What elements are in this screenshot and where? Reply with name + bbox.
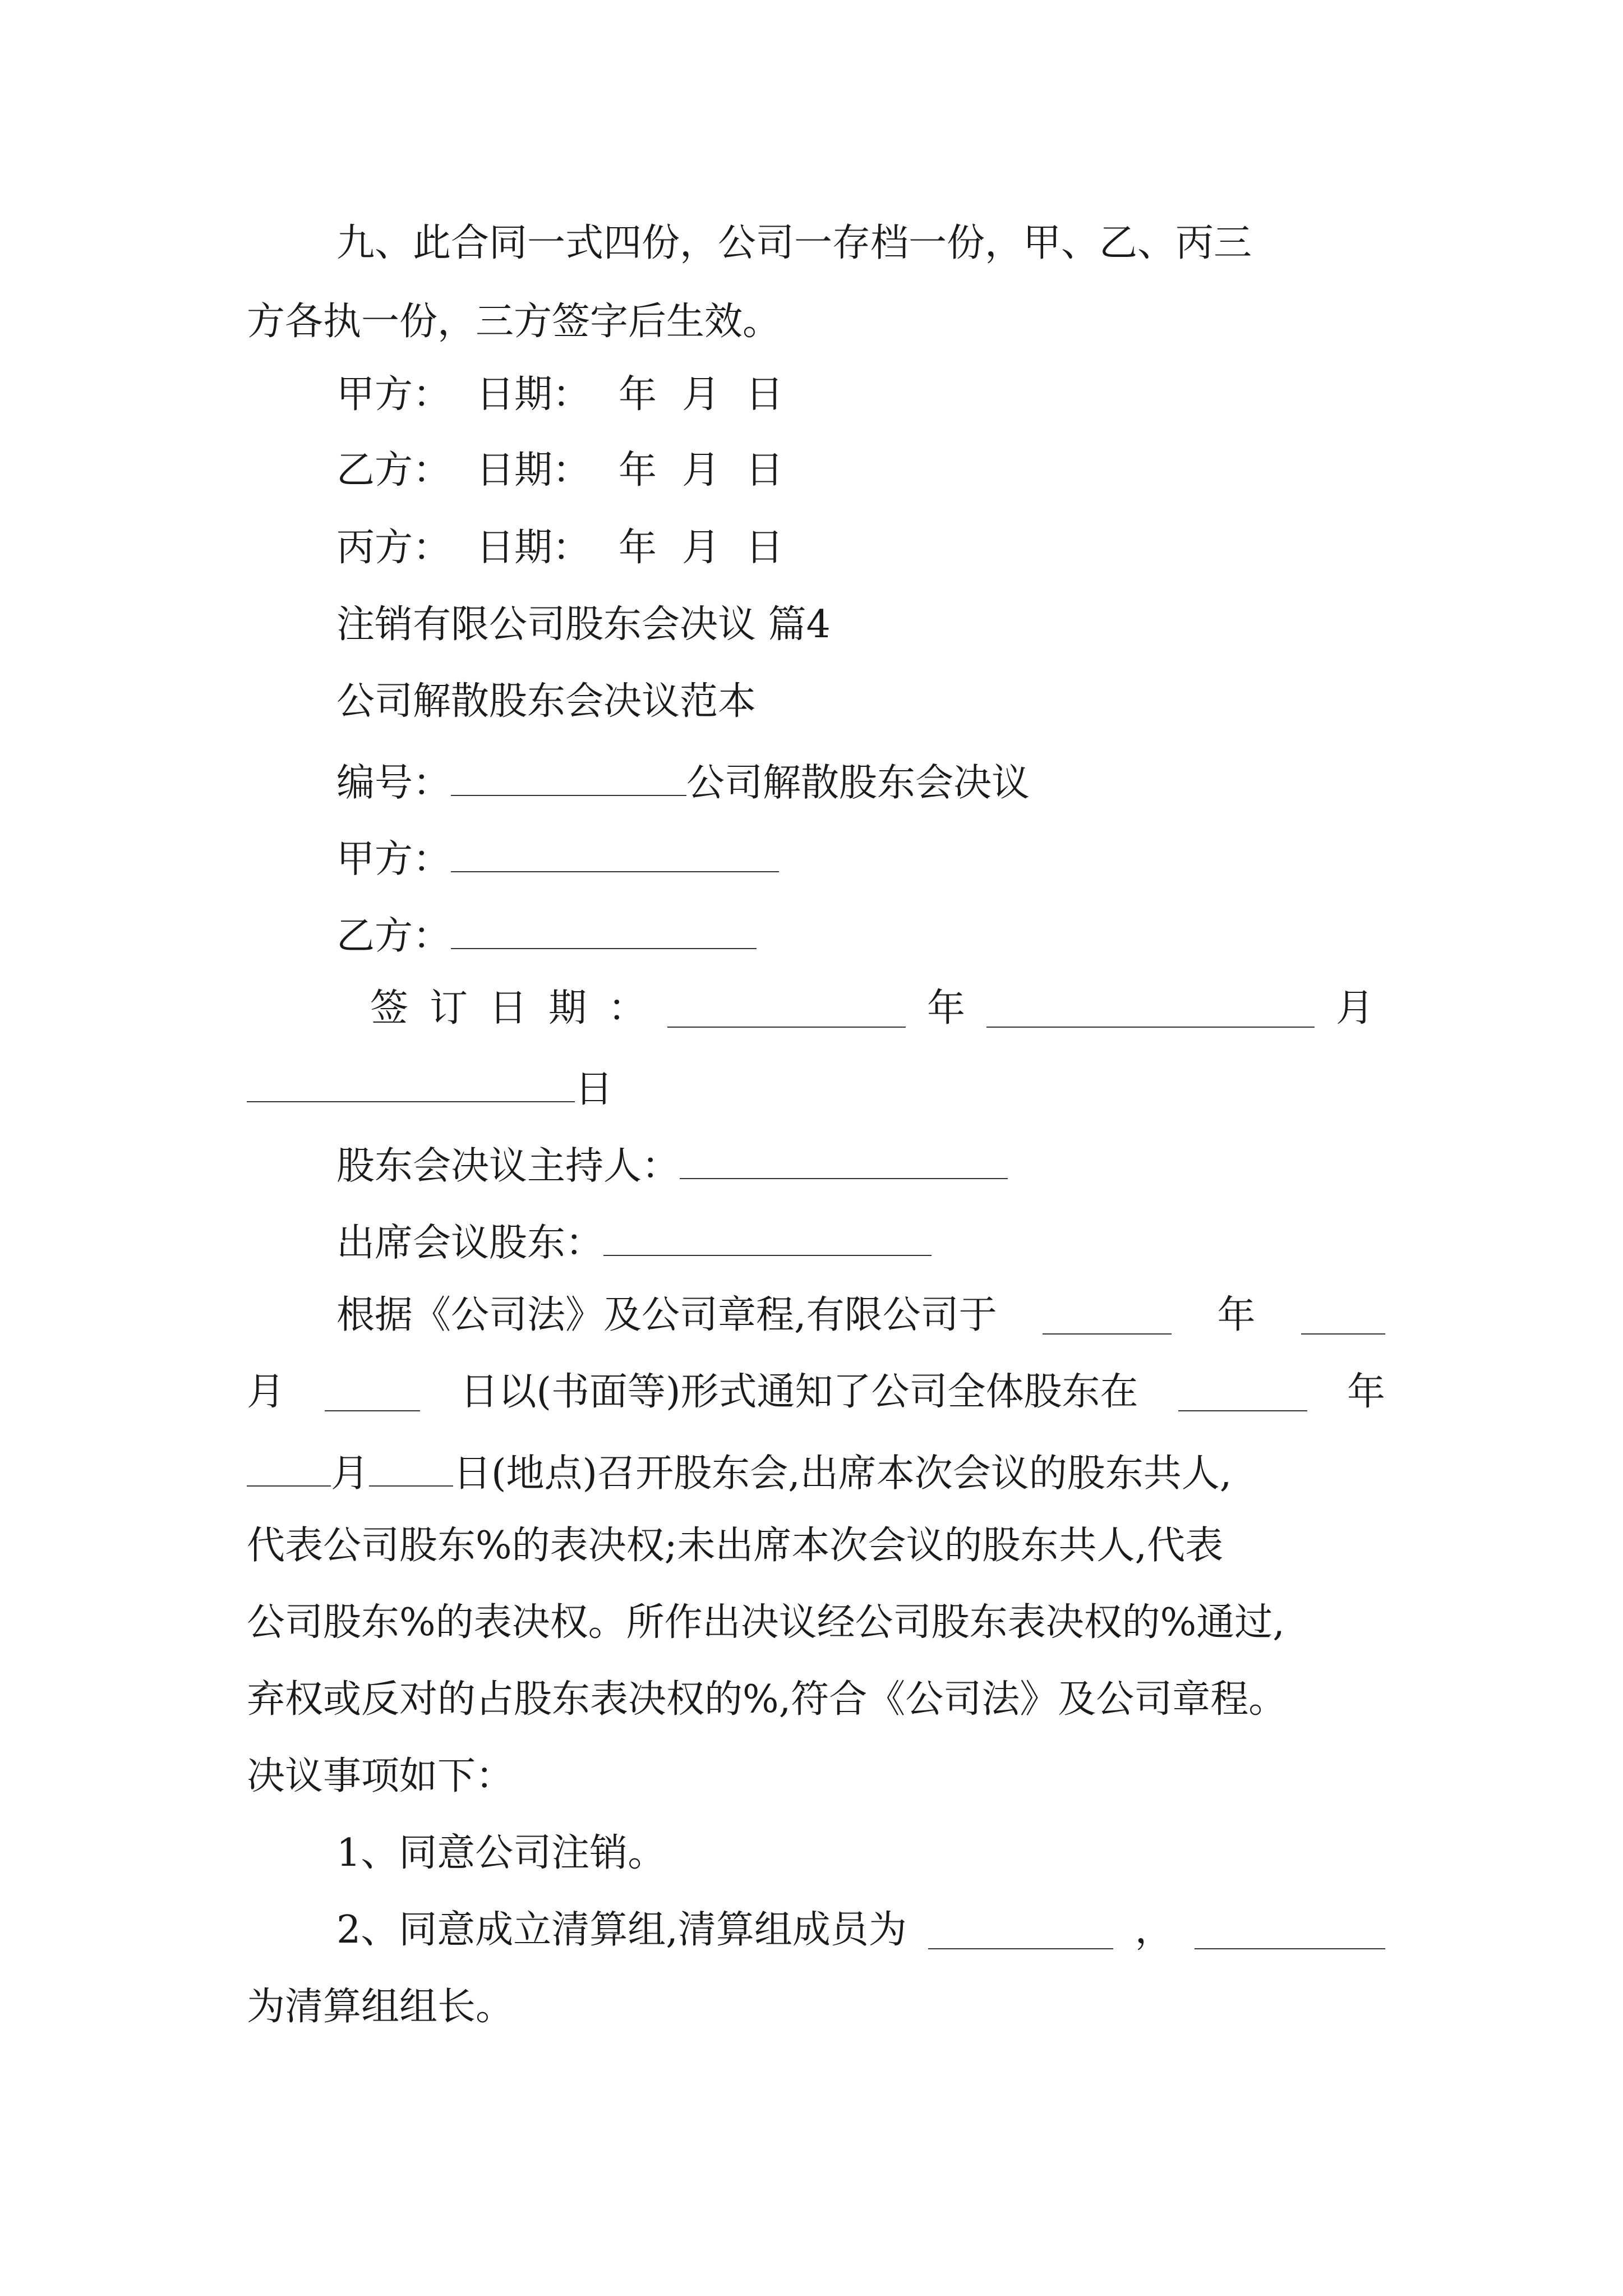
sign-date-char: 订 [430,986,468,1030]
sign-year-blank [667,991,906,1028]
body-text: 年 [1217,1293,1256,1337]
date-label: 日期： [476,526,591,570]
day-label: 日 [745,448,784,493]
host-line [336,1143,1008,1189]
number-label: 编号： [336,761,451,806]
resolution-item-2-line2: 为清算组组长。 [247,1985,514,2029]
liquidation-members-blank [928,1913,1113,1949]
date-label: 日期： [476,448,591,493]
host-label: 股东会决议主持人： [336,1144,680,1189]
body-text: 日以(书面等)形式通知了公司全体股东在 [460,1370,1138,1414]
month-label: 月 [682,526,721,570]
date-label: 日期： [476,372,591,417]
body-text: ， [1135,1908,1173,1952]
year-label: 年 [619,448,657,493]
resolution-item-2-line1 [336,1908,1385,1952]
attendees-blank [603,1220,932,1256]
resolution-item-1: 1、同意公司注销。 [336,1831,666,1875]
sign-date-char: 签 [370,986,409,1030]
party-label: 丙方： [336,526,451,570]
party-b-blank [451,913,757,949]
liquidation-leader-blank [1195,1913,1385,1949]
day-label: 日 [745,526,784,570]
body-text: 根据《公司法》及公司章程,有限公司于 [336,1293,997,1337]
body-line-3 [247,1450,1232,1496]
sign-day-blank [247,1066,575,1102]
party-a-line [336,836,779,882]
meeting-notice-day-blank [325,1375,420,1411]
doc-title: 公司解散股东会决议范本 [336,679,757,724]
sign-date-char: ： [608,986,647,1030]
party-a-label: 甲方： [336,837,451,882]
body-text: 月 [247,1370,285,1414]
sign-year-label: 年 [926,986,965,1030]
body-line-6: 弃权或反对的占股东表决权的%,符合《公司法》及公司章程。 [247,1677,1287,1722]
number-suffix: 公司解散股东会决议 [686,761,1030,806]
clause-nine-line1: 九、此合同一式四份，公司一存档一份，甲、乙、丙三 [336,221,1252,265]
body-line-7: 决议事项如下： [247,1754,514,1798]
number-blank [451,760,686,796]
number-line [336,760,1030,806]
sign-day-label: 日 [575,1067,614,1112]
sign-month-blank [986,991,1315,1028]
party-label: 甲方： [336,372,451,417]
body-text: 年 [1347,1370,1385,1414]
sign-date-char: 期 [548,986,587,1030]
sign-line-party-c [336,526,784,570]
meeting-notice-year-blank [1043,1298,1172,1335]
section-heading: 注销有限公司股东会决议 篇4 [336,602,831,647]
sign-line-party-b [336,448,784,493]
year-label: 年 [619,526,657,570]
day-label: 日 [745,372,784,417]
body-line-5: 公司股东%的表决权。所作出决议经公司股东表决权的%通过, [247,1600,1285,1645]
meeting-month-blank [247,1450,331,1487]
attendees-line [336,1220,932,1266]
clause-nine-line2: 方各执一份，三方签字后生效。 [247,300,781,344]
host-blank [680,1143,1008,1179]
meeting-day-blank [369,1450,453,1487]
sign-month-label: 月 [1335,986,1374,1030]
body-line-4: 代表公司股东%的表决权;未出席本次会议的股东共人,代表 [247,1524,1224,1568]
month-label: 月 [682,372,721,417]
body-text: 2、同意成立清算组,清算组成员为 [336,1908,907,1952]
body-text: 日(地点)召开股东会,出席本次会议的股东共人, [453,1451,1232,1496]
party-b-label: 乙方： [336,914,451,959]
sign-day-line [247,1066,614,1112]
meeting-notice-month-blank [1301,1298,1385,1335]
body-text: 月 [331,1451,370,1496]
meeting-year-blank [1178,1375,1307,1411]
party-label: 乙方： [336,448,451,493]
sign-date-char: 日 [489,986,528,1030]
party-a-blank [451,836,779,872]
sign-line-party-a [336,372,784,417]
sign-date-line [370,986,1374,1030]
party-b-line [336,913,757,959]
month-label: 月 [682,448,721,493]
year-label: 年 [619,372,657,417]
body-line-1 [336,1293,1385,1337]
body-line-2 [247,1370,1385,1414]
attendees-label: 出席会议股东： [336,1221,604,1266]
